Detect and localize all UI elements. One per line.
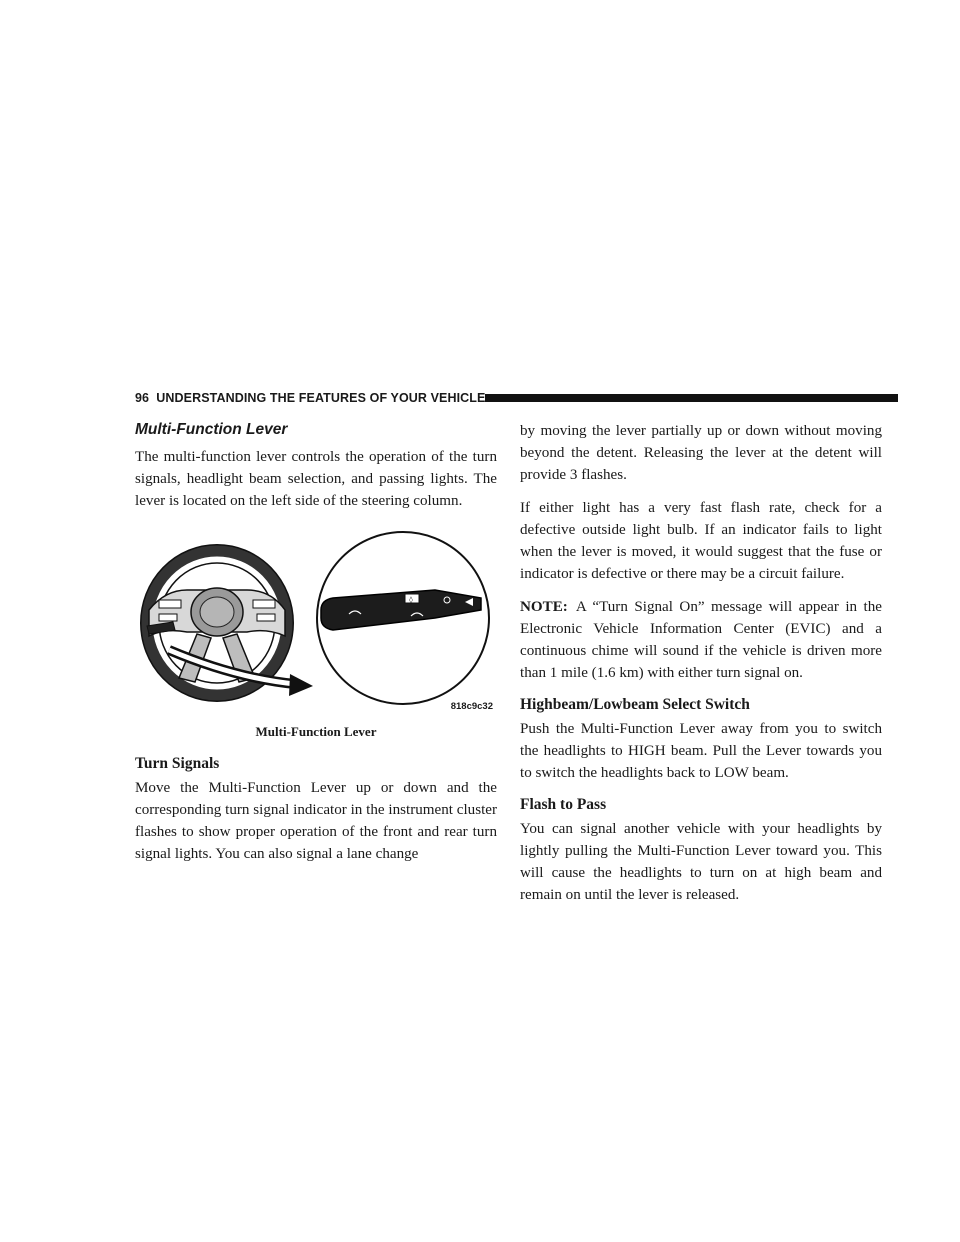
figure-illustration [135,528,497,724]
svg-text:◊: ◊ [409,596,413,604]
note-text: A “Turn Signal On” message will appear in the Electronic Vehicle Information Center (EVIC) and a continuous chime will sound if the vehicle is driven more than 1 mile (1.6 km) with either turn signal on. [520,599,882,681]
flash-rate-paragraph: If either light has a very fast flash rate, check for a defective outside light bulb. If an indicator fails to light when the lever is moved, it would suggest that the fuse or indicator is defective or there may be a circuit failure. [520,500,882,582]
right-column [520,420,882,917]
figure-code: 818c9c32 [450,701,493,712]
section-title: Multi-Function Lever [135,421,288,438]
figure-caption: Multi-Function Lever [255,724,377,739]
running-header-text [135,391,485,405]
lever-closeup-icon [317,532,489,704]
left-column [135,420,497,876]
page-number: 96 [135,391,150,405]
flash-to-pass-paragraph: You can signal another vehicle with your headlights by lightly pulling the Multi-Function Lever toward you. This will cause the headlights to turn on at high beam and remain on until the lever is released. [520,821,882,903]
header-rule [485,394,898,402]
note-label: NOTE: [520,599,568,615]
running-title: UNDERSTANDING THE FEATURES OF YOUR VEHICLE [156,391,486,405]
running-header [135,389,898,409]
turn-signals-continued: by moving the lever partially up or down without moving beyond the detent. Releasing the lever at the detent will provide 3 flashes. [520,423,882,483]
turn-signals-paragraph: Move the Multi-Function Lever up or down and the corresponding turn signal indicator in the instrument cluster flashes to show proper operation of the front and rear turn signal lights. You can also signal a lane change [135,780,497,862]
highbeam-heading: Highbeam/Lowbeam Select Switch [520,696,750,713]
turn-signals-heading: Turn Signals [135,755,220,772]
highbeam-paragraph: Push the Multi-Function Lever away from you to switch the headlights to HIGH beam. Pull the Lever towards you to switch the headlights back to LOW beam. [520,721,882,781]
note-paragraph [520,596,882,684]
flash-to-pass-heading: Flash to Pass [520,796,607,813]
figure-multi-function-lever [135,528,497,724]
intro-paragraph: The multi-function lever controls the operation of the turn signals, headlight beam selection, and passing lights. The lever is located on the left side of the steering column. [135,449,497,509]
